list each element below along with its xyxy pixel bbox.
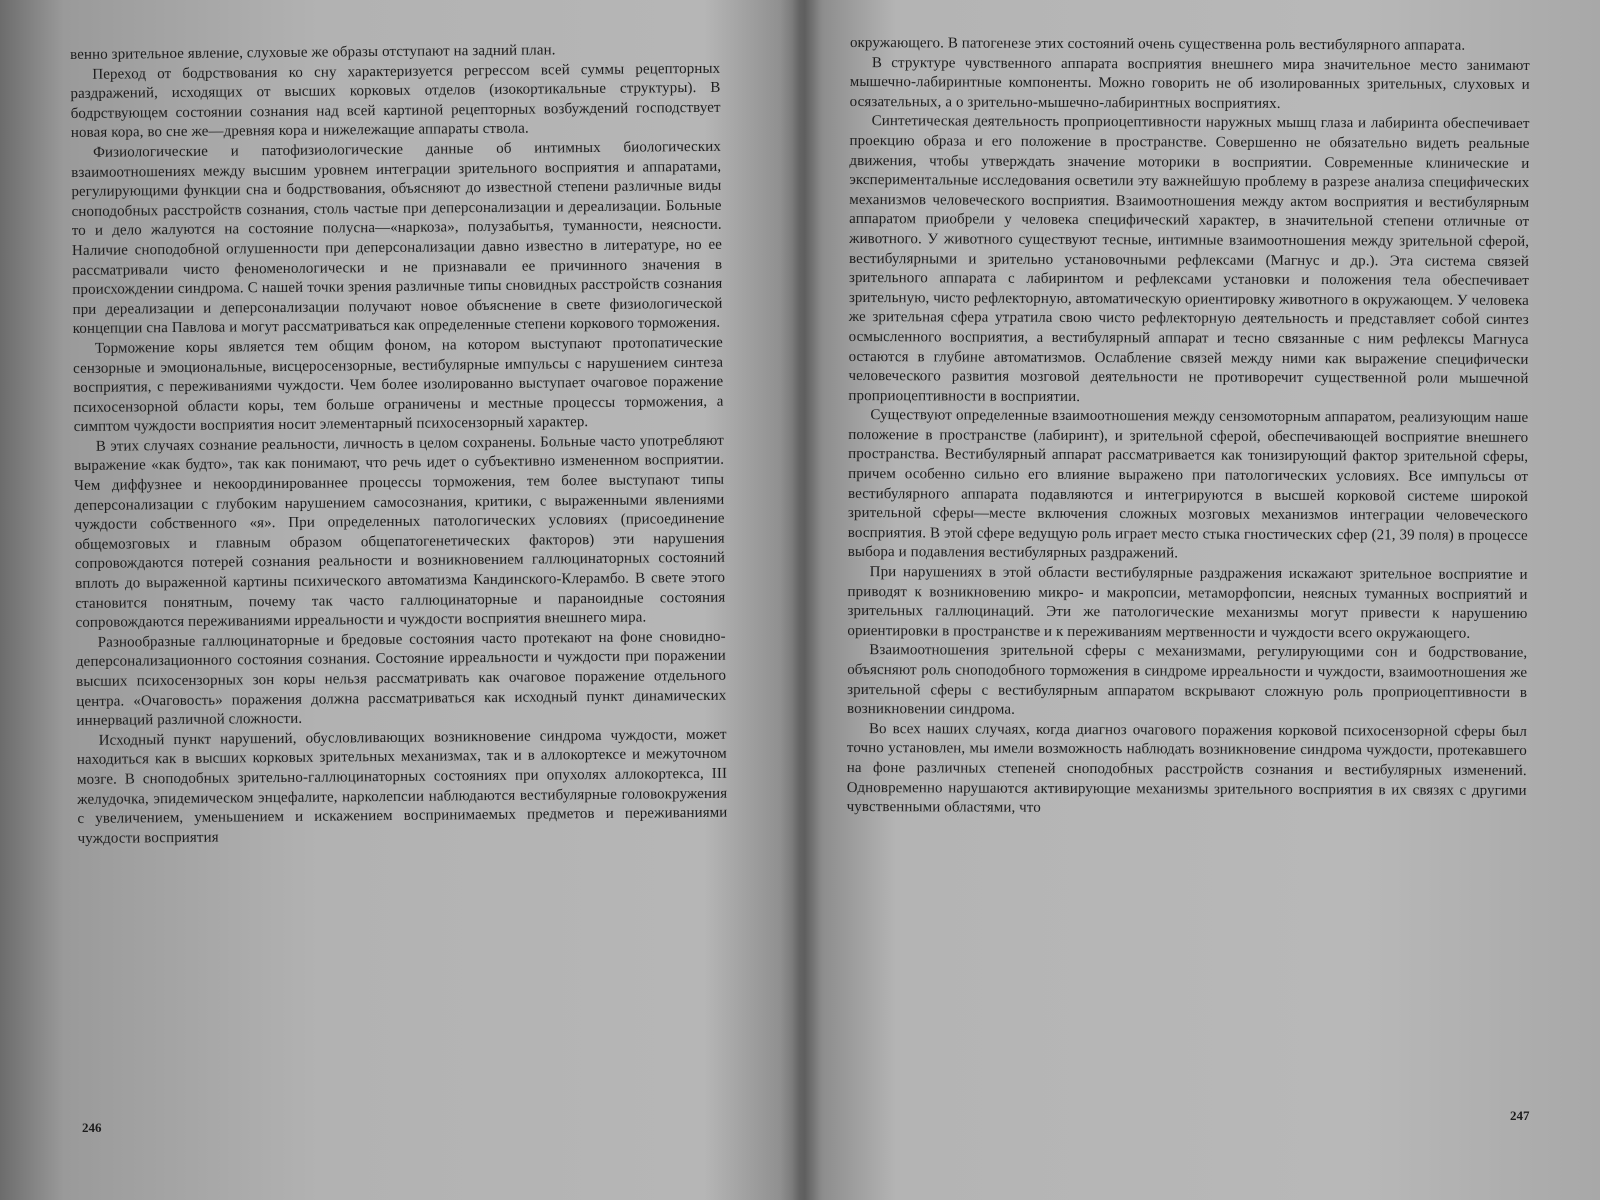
paragraph: Во всех наших случаях, когда диагноз очагового поражения корковой психосензорной сферы был точно установлен, мы имели возможность наблюдать возникновение синдрома чуждости, протекавшего на фоне различных степеней сноподобных расстройств сознания и вестибулярных изменений. Одновременно нарушаются активирующие механизмы зрительного восприятия в их связях с другими чувственными областями, что xyxy=(846,720,1527,816)
page-number: 246 xyxy=(82,1120,102,1135)
page-number: 247 xyxy=(1510,1108,1530,1123)
left-page-text xyxy=(70,40,728,850)
paragraph: Исходный пункт нарушений, обусловливающих возникновение синдрома чуждости, может находиться как в высших корковых зрительных механизмах, так и в аллокортексе и межуточном мозге. В сноподобных зрительно-галлюцинаторных состояниях при опухолях аллокортекса, III желудочка, эпидемическом энцефалите, нарколепсии наблюдаются вестибулярные головокружения с увеличением, уменьшением и искажением воспринимаемых предметов и переживаниями чуждости восприятия xyxy=(76,726,728,847)
paragraph: Физиологические и патофизиологические данные об интимных биологических взаимоотношениях между высшим уровнем интеграции зрительного восприятия и аппаратами, регулирующими функции сна и бодрствования, объясняют до известной степени различные виды сноподобных расстройств сознания, столь частые при деперсонализации и дереализации. Больные то и дело жалуются на состояние полусна—«наркоза», полузабытья, туманности, неясности. Наличие сноподобной оглушенности при деперсонализации давно известно в литературе, но ее рассматривали чисто феноменологически и не признавали ее причинного значения в происхождении синдрома. С нашей точки зрения различные типы сновидных расстройств сознания при дереализации и деперсонализации получают новое объяснение в свете физиологической концепции сна Павлова и могут рассматриваться как определенные степени коркового торможения. xyxy=(71,138,723,338)
right-page xyxy=(800,0,1600,1200)
paragraph: Синтетическая деятельность проприоцептивности наружных мышц глаза и лабиринта обеспечивает проекцию образа и его положение в пространстве. Совершенно не обязательно видеть реальные движения, чтобы утверждать значение моторики в восприятии. Современные клинические и экспериментальные исследования осветили эту важнейшую проблему в разрезе анализа специфических механизмов человеческого восприятия. Взаимоотношения между актом восприятия и вестибулярным аппаратом приобрели у человека специфический характер, в значительной степени отличные от животного. У животного существуют тесные, интимные взаимоотношения между зрительной сферой, вестибулярными и зрительно установочными рефлексами (Магнус и др.). Эта система связей зрительного аппарата с лабиринтом и рефлексами установки и положения тела обеспечивает зрительную, чисто рефлекторную, автоматическую ориентировку животного в окружающем. У человека же зрительная сфера утратила свою чисто рефлекторную деятельность и представляет собой синтез осмысленного восприятия, а вестибулярный аппарат и тесно связанные с ним рефлексы Магнуса остаются в глубине автоматизмов. Ослабление связей между ними как выражение специфически человеческого развития мозговой деятельности не противоречит существенной роли мышечной проприоцептивности в восприятии. xyxy=(848,113,1530,405)
paragraph: венно зрительное явление, слуховые же образы отступают на задний план. xyxy=(70,42,556,63)
paragraph: Торможение коры является тем общим фоном, на котором выступают протопатические сензорные и эмоциональные, висцеросензорные, вестибулярные импульсы с нарушением синтеза восприятия, с переживаниями чуждости. Чем более изолированно выступает очаговое поражение психосензорной области коры, тем больше ограничены и местные процессы торможения, а симптом чуждости восприятия носит элементарный психосензорный характер. xyxy=(73,334,724,436)
paragraph: В этих случаях сознание реальности, личность в целом сохранены. Больные часто употребляют выражение «как будто», так как понимают, что речь идет о субъективно измененном восприятии. Чем диффузнее и некоординированнее процессы торможения, тем более выступают типы деперсонализации с глубоким нарушением самосознания, критики, с выраженными явлениями чуждости собственного «я». При определенных патологических условиях (присоединение общемозговых и главным образом общепатогенетических факторов) эти нарушения сопровождаются потерей сознания реальности и возникновением галлюцинаторных состояний вплоть до выраженной картины психического автоматизма Кандинского-Клерамбо. В свете этого становится понятным, почему так часто галлюцинаторные и параноидные состояния сопровождаются переживаниями ирреальности и чуждости восприятия внешнего мира. xyxy=(73,432,726,632)
paragraph: окружающего. В патогенезе этих состояний очень существенна роль вестибулярного аппарата. xyxy=(849,34,1466,54)
right-page-text xyxy=(847,34,1530,821)
paragraph: При нарушениях в этой области вестибулярные раздражения искажают зрительное восприятие и приводят к возникновению микро- и макропсии, метаморфопсии, неясных туманных восприятий и зрительных галлюцинаций. Эти же патологические механизмы могут привести к нарушению ориентировки в пространстве и к переживаниям мертвенности и чуждости всего окружающего. xyxy=(847,564,1528,642)
paragraph: В структуре чувственного аппарата восприятия внешнего мира значительное место занимают мышечно-лабиринтные компоненты. Можно говорить не об изолированных зрительных, слуховых и осязательных, а о зрительно-мышечно-лабиринтных восприятиях. xyxy=(849,54,1530,112)
paragraph: Разнообразные галлюцинаторные и бредовые состояния часто протекают на фоне сновидно-деперсонализационного состояния сознания. Состояние ирреальности и чуждости при поражении высших психосензорных зон коры нельзя рассматривать как очаговое поражение отдельного центра. «Очаговость» поражения должна рассматриваться как исходный пункт динамических иннерваций различной сложности. xyxy=(75,628,727,730)
paragraph: Переход от бодрствования ко сну характеризуется регрессом всей суммы рецепторных раздражений, исходящих от высших корковых отделов (изокортикальные структуры). В бодрствующем состоянии сознания над всей картиной рецепторных возбуждений господствует новая кора, во сне же—древняя кора и нижележащие аппараты ствола. xyxy=(70,60,721,142)
paragraph: Существуют определенные взаимоотношения между сензомоторным аппаратом, реализующим наше положение в пространстве (лабиринт), и зрительной сферой, обеспечивающей восприятие внешнего пространства. Вестибулярный аппарат рассматривается как тонизирующий фактор зрительной сферы, причем особенно сильно его влияние выражено при патологических условиях. Все импульсы от вестибулярного аппарата подавляются и интегрируются в высшей корковой системе широкой зрительной сферы—месте включения сложных мозговых механизмов интеграции человеческого восприятия. В этой сфере ведущую роль играет место стыка гностических сфер (21, 39 поля) в процессе выбора и подавления вестибулярных раздражений. xyxy=(847,407,1529,562)
paragraph: Взаимоотношения зрительной сферы с механизмами, регулирующими сон и бодрствование, объясняют роль сноподобного торможения в синдроме ирреальности и чуждости, взаимоотношения же зрительной сферы с вестибулярным аппаратом вскрывают сложную роль проприоцептивности в возникновении синдрома. xyxy=(847,642,1528,718)
